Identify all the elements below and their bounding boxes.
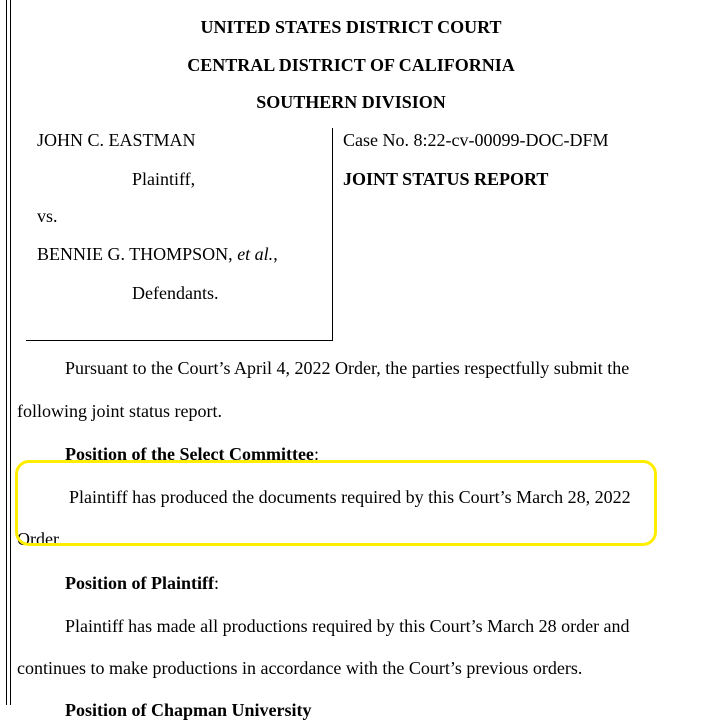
defendant-comma: , [273, 244, 278, 264]
committee-line-2: Order. [17, 529, 63, 549]
plaintiff-name: JOHN C. EASTMAN [37, 130, 196, 150]
plaintiff-position-line-1: Plaintiff has made all productions required by this Court’s March 28 order and [65, 616, 630, 636]
intro-line-2: following joint status report. [17, 401, 222, 421]
plaintiff-position-heading-colon: : [214, 573, 220, 593]
committee-heading-colon: : [313, 444, 319, 464]
plaintiff-role: Plaintiff, [132, 169, 196, 189]
defendant-role: Defendants. [132, 283, 219, 303]
committee-line-1: Plaintiff has produced the documents required by this Court’s March 28, 2022 [69, 487, 631, 507]
next-heading-partial: Position of Chapman University [65, 700, 312, 720]
committee-heading-text: Position of the Select Committee [65, 444, 314, 464]
intro-line-1: Pursuant to the Court’s April 4, 2022 Order, the parties respectfully submit the [65, 358, 630, 378]
division-name: SOUTHERN DIVISION [256, 92, 446, 112]
caption-bottom-border [26, 340, 333, 341]
highlight-annotation [15, 460, 657, 546]
case-number: Case No. 8:22-cv-00099-DOC-DFM [343, 130, 609, 150]
plaintiff-position-heading-text: Position of Plaintiff [65, 573, 214, 593]
plaintiff-position-heading [65, 572, 219, 594]
committee-heading [65, 443, 319, 464]
district-name: CENTRAL DISTRICT OF CALIFORNIA [187, 55, 515, 75]
court-name: UNITED STATES DISTRICT COURT [200, 17, 502, 37]
caption-right-border [332, 128, 333, 341]
plaintiff-position-line-2: continues to make productions in accordance with the Court’s previous orders. [17, 658, 583, 678]
versus: vs. [37, 206, 58, 226]
defendant-name-text: BENNIE G. THOMPSON, [37, 244, 233, 264]
defendant-et-al: et al. [237, 244, 274, 264]
defendant-name [37, 243, 278, 265]
document-title: JOINT STATUS REPORT [343, 169, 549, 189]
